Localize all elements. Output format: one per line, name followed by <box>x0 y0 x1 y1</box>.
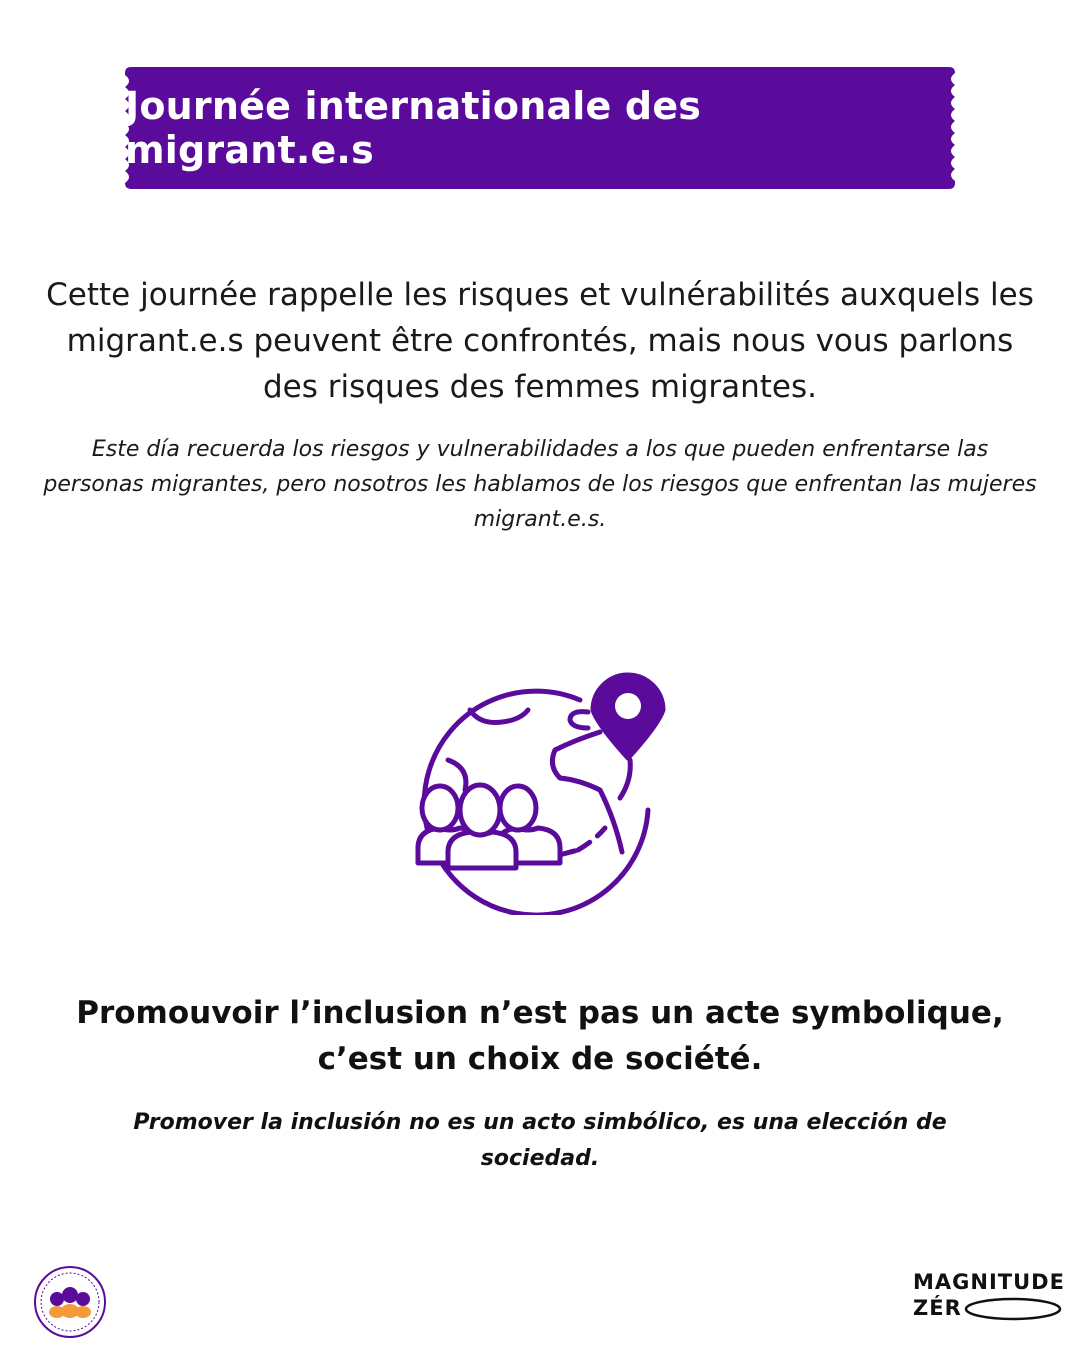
intro-text-fr: Cette journée rappelle les risques et vulnérabilités auxquels les migrant.e.s peuvent être confrontés, mais nous vous parlons des risques des femmes migrantes. <box>46 277 1034 405</box>
title-banner <box>125 67 955 189</box>
slogan-text-es: Promover la inclusión no es un acto simbólico, es una elección de sociedad. <box>133 1110 947 1171</box>
slogan-text-fr: Promouvoir l’inclusion n’est pas un acte symbolique, c’est un choix de société. <box>76 995 1004 1077</box>
women-collective-logo <box>33 1265 107 1339</box>
brand-name-line2: ZÉR <box>913 1296 962 1320</box>
magnitude-zero-logo <box>913 1270 1063 1330</box>
brand-o-ellipse-icon <box>963 1296 1063 1322</box>
intro-text-es: Este día recuerda los riesgos y vulnerabilidades a los que pueden enfrentarse las personas migrantes, pero nosotros les hablamos de los riesgos que enfrentan las mujeres migrant.e.s. <box>43 437 1037 532</box>
page-title: Journée internationale des migrant.e.s <box>125 84 702 172</box>
globe-migrants-location-icon <box>410 670 680 915</box>
brand-name-line1: MAGNITUDE <box>913 1270 1065 1294</box>
